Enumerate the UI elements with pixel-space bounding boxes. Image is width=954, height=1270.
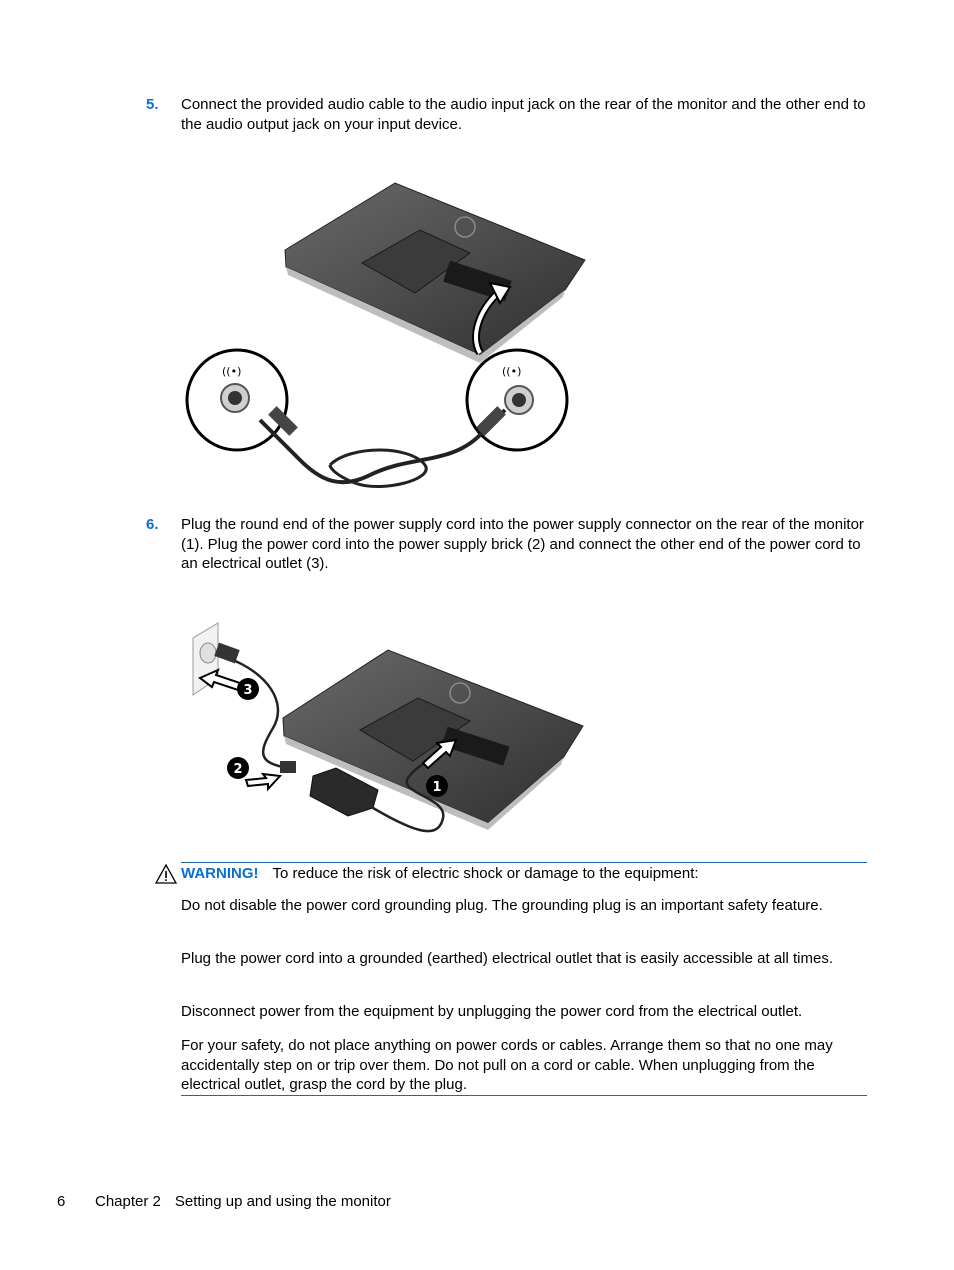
power-connection-illustration xyxy=(188,618,598,833)
svg-text:((•): ((•) xyxy=(502,365,522,378)
step-text: Plug the round end of the power supply cord into the power supply connector on the rear of the monitor (1). Plug the power cord into the power supply brick (2) and connect the other end of the power cord to an electrical outlet (3). xyxy=(181,516,864,572)
warning-paragraph: For your safety, do not place anything on power cords or cables. Arrange them so that no one may accidentally step on or trip over them. Do not pull on a cord or cable. When unplugging from the electrical outlet, grasp the cord by the plug. xyxy=(181,1037,833,1093)
warning-paragraph: Do not disable the power cord grounding plug. The grounding plug is an important safety feature. xyxy=(181,897,823,914)
warning-top-rule xyxy=(181,862,867,863)
arrow-icon xyxy=(246,774,280,789)
step-number: 6. xyxy=(146,516,159,533)
page-footer xyxy=(57,1192,391,1211)
audio-cable xyxy=(260,410,505,482)
callout-1-label: 1 xyxy=(432,780,442,795)
step-5 xyxy=(146,95,871,134)
audio-cable-illustration xyxy=(180,175,600,500)
chapter-title: Setting up and using the monitor xyxy=(174,1193,391,1210)
warning-header xyxy=(181,864,699,883)
warning-triangle-icon xyxy=(155,864,177,884)
warning-paragraph: Disconnect power from the equipment by unplugging the power cord from the electrical outlet. xyxy=(181,1003,803,1020)
step-6 xyxy=(146,515,871,574)
callout-3-label: 3 xyxy=(243,683,253,698)
power-cord xyxy=(228,658,288,768)
page-number: 6 xyxy=(57,1193,66,1210)
step-text: Connect the provided audio cable to the audio input jack on the rear of the monitor and the other end to the audio output jack on your input device. xyxy=(181,96,866,133)
warning-paragraph: Plug the power cord into a grounded (earthed) electrical outlet that is easily accessible at all times. xyxy=(181,950,834,967)
chapter-label: Chapter 2 xyxy=(95,1193,161,1210)
step-number: 5. xyxy=(146,96,159,113)
warning-label: WARNING! xyxy=(181,865,259,882)
callout-2-label: 2 xyxy=(233,762,243,777)
warning-intro: To reduce the risk of electric shock or damage to the equipment: xyxy=(272,865,699,882)
warning-bottom-rule xyxy=(181,1095,867,1096)
svg-text:((•): ((•) xyxy=(222,365,242,378)
